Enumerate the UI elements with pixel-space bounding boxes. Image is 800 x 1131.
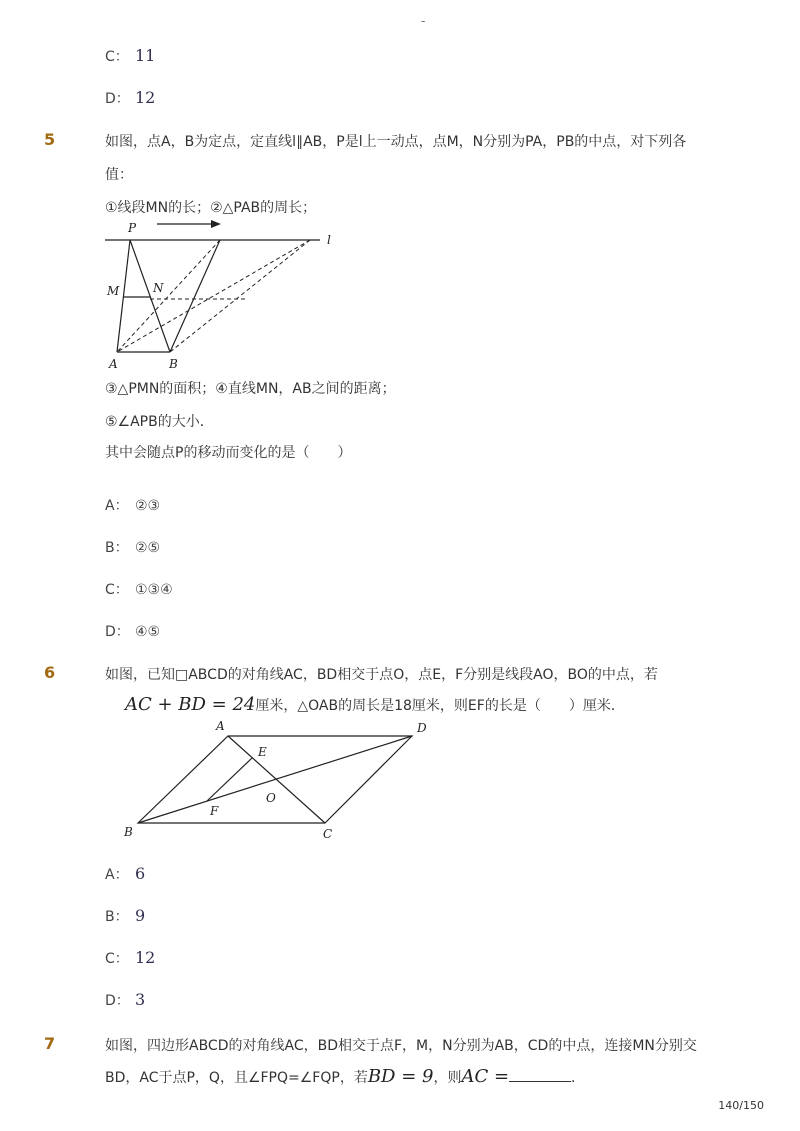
q6-option-a <box>105 864 145 884</box>
question-number-6: 6 <box>44 663 56 682</box>
option-value: ②⑤ <box>135 540 161 556</box>
label-E: E <box>258 745 267 759</box>
q5-text-line4: ③△PMN的面积；④直线MN，AB之间的距离； <box>105 381 396 397</box>
q7-math-ac: AC = <box>461 1066 510 1087</box>
label-A: A <box>109 357 118 371</box>
option-value: 9 <box>135 906 146 925</box>
option-value: 12 <box>135 88 156 107</box>
q5-text-line3: ①线段MN的长；②△PAB的周长； <box>105 200 317 216</box>
arrow-head <box>211 220 221 228</box>
q5-text-line2: 值： <box>105 167 133 183</box>
option-c <box>105 46 155 66</box>
option-value: ①③④ <box>135 582 173 598</box>
q7-math-bd: BD = 9 <box>367 1066 434 1087</box>
label-M: M <box>107 284 120 298</box>
q5-text-line6: 其中会随点P的移动而变化的是（ ） <box>105 445 352 461</box>
option-value: ②③ <box>135 498 161 514</box>
q7-text-part-a: BD，AC于点P，Q，且∠FPQ=∠FQP，若 <box>105 1070 368 1086</box>
q6-text-rest: 厘米，△OAB的周长是18厘米，则EF的长是（ ）厘米． <box>255 698 625 714</box>
option-label: B： <box>105 540 129 556</box>
answer-blank[interactable] <box>509 1067 571 1082</box>
option-value: 12 <box>135 948 156 967</box>
page-indicator: 140/150 <box>718 1099 764 1112</box>
option-label: A： <box>105 498 129 514</box>
option-label: C： <box>105 49 129 65</box>
q6-math: AC + BD = 24 <box>125 694 256 715</box>
q6-option-d <box>105 990 145 1010</box>
q5-text-line5: ⑤∠APB的大小． <box>105 414 214 430</box>
q5-option-a <box>105 495 160 515</box>
label-B: B <box>169 357 178 371</box>
q6-text-line2 <box>125 694 625 715</box>
option-label: D： <box>105 91 130 107</box>
q5-text-line1: 如图，点A，B为定点，定直线l∥AB，P是l上一动点，点M，N分别为PA，PB的中点，对下列各 <box>105 134 687 150</box>
q7-text-line2 <box>105 1066 585 1087</box>
label-C: C <box>323 827 333 841</box>
q6-text-line1: 如图，已知□ABCD的对角线AC，BD相交于点O，点E，F分别是线段AO，BO的中点，若 <box>105 667 658 683</box>
option-value: 6 <box>135 864 146 883</box>
option-label: C： <box>105 951 129 967</box>
question-number-5: 5 <box>44 130 56 149</box>
label-P: P <box>128 221 137 235</box>
label-D: D <box>417 721 427 735</box>
q6-option-b <box>105 906 145 926</box>
option-value: ④⑤ <box>135 624 161 640</box>
q6-option-c <box>105 948 155 968</box>
q5-figure <box>95 218 355 378</box>
label-F: F <box>210 804 219 818</box>
option-label: D： <box>105 624 130 640</box>
q7-text-end: ． <box>571 1070 586 1086</box>
q5-option-d <box>105 621 160 641</box>
q5-option-b <box>105 537 160 557</box>
option-value: 3 <box>135 990 146 1009</box>
option-d <box>105 88 155 108</box>
diagonal-bd <box>138 736 412 823</box>
option-label: C： <box>105 582 129 598</box>
label-B: B <box>124 825 133 839</box>
top-mark: - <box>421 14 426 28</box>
option-label: B： <box>105 909 129 925</box>
label-A: A <box>216 719 225 733</box>
option-label: A： <box>105 867 129 883</box>
q7-text-part-b: ，则 <box>433 1070 462 1086</box>
label-N: N <box>153 281 164 295</box>
option-label: D： <box>105 993 130 1009</box>
q5-option-c <box>105 579 173 599</box>
q7-text-line1: 如图，四边形ABCD的对角线AC，BD相交于点F，M，N分别为AB，CD的中点，连接MN分别交 <box>105 1038 697 1054</box>
option-value: 11 <box>135 46 156 65</box>
label-O: O <box>266 791 276 805</box>
question-number-7: 7 <box>44 1034 56 1053</box>
label-l: l <box>327 233 331 247</box>
q6-figure <box>120 716 440 846</box>
